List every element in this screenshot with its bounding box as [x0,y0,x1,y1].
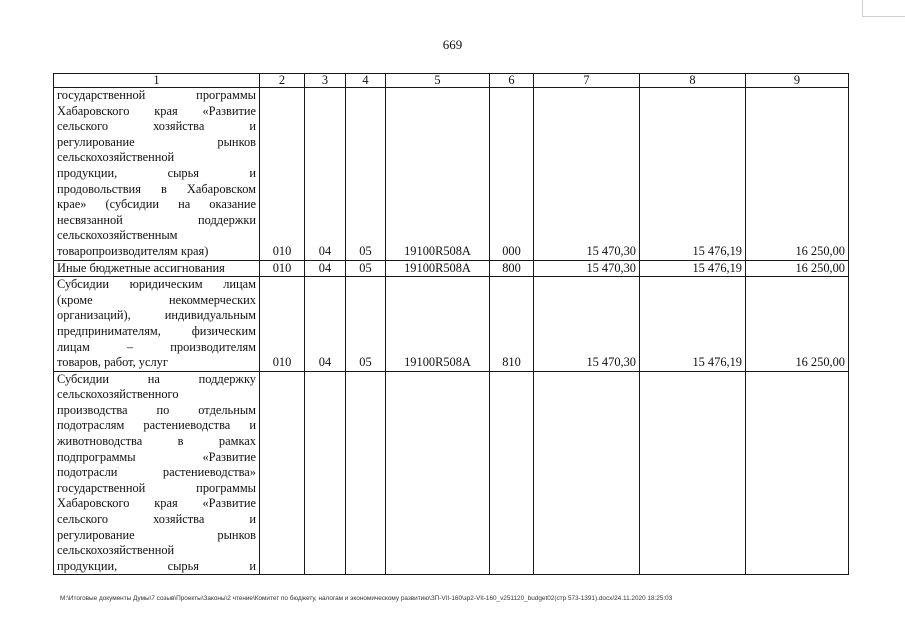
item-name-line: сельского хозяйства и [57,512,256,527]
item-name-line: (кроме некоммерческих [57,292,256,307]
sum-2023-cell: 16 250,00 [746,260,849,277]
item-name-line: регулирование рынков [57,527,256,542]
target-article-cell: 19100R508A [386,260,490,277]
subsection-cell: 05 [346,277,386,372]
owner-code-cell: 010 [260,277,305,372]
item-name-line: сельскохозяйственной [57,543,175,558]
item-name-line: подотраслям растениеводства и [57,418,256,433]
item-name-line: предпринимателям, физическим [57,323,256,338]
target-article-cell: 19100R508A [386,88,490,261]
item-name-line: продукции, сырья и [57,558,256,573]
item-name-line: государственной программы [57,88,256,102]
header-row [54,74,849,88]
item-name-cell [54,371,260,575]
expense-type-cell: 810 [490,277,534,372]
table-row [54,260,849,277]
header-cell: 4 [346,74,386,88]
table-row [54,88,849,261]
item-name-line: сельского хозяйства и [57,119,256,134]
sum-2023-cell: 16 250,00 [746,277,849,372]
sum-2021-cell: 15 470,30 [534,88,640,261]
section-cell: 04 [305,260,346,277]
section-cell: 04 [305,277,346,372]
item-name-line: сельскохозяйственного [57,387,179,402]
item-name-line: производства по отдельным [57,402,256,417]
item-name-line: Хабаровского края «Развитие [57,496,256,511]
target-article-cell [386,371,490,575]
item-name-line: Субсидии юридическим лицам [57,277,256,292]
item-name-line: продукции, сырья и [57,165,256,180]
page-number: 669 [442,37,463,52]
item-name-line: крае» (субсидии на оказание [57,197,256,212]
sum-2021-cell [534,371,640,575]
subsection-cell [346,371,386,575]
header-cell: 2 [260,74,305,88]
owner-code-cell: 010 [260,88,305,261]
table-row [54,371,849,575]
header-cell: 1 [54,74,260,88]
header-cell: 7 [534,74,640,88]
item-name-line: организаций), индивидуальным [57,308,256,323]
subsection-cell: 05 [346,260,386,277]
item-name-cell [54,88,260,261]
header-cell: 8 [640,74,746,88]
corner-mark [862,0,905,17]
header-cell: 6 [490,74,534,88]
file-path-footer: M:\Итоговые документы Думы\7 созыв\Проекты\Законы\2 чтение\Комитет по бюджету, налогам и экономическому развитию\ЗП-VII-160\зр2-VII-160_v251120_budget02(стр 573-1391).docx/24.11.2020 18:25:03 [60,595,673,602]
sum-2021-cell: 15 470,30 [534,260,640,277]
item-name-line: продовольствия в Хабаровском [57,181,256,196]
item-name-line: сельскохозяйственной [57,150,175,165]
target-article-cell: 19100R508A [386,277,490,372]
item-name-line: подпрограммы «Развитие [57,449,256,464]
budget-table [53,73,849,575]
item-name-line: государственной программы [57,480,256,495]
item-name-line: сельскохозяйственным [57,228,178,243]
item-name-line: Хабаровского края «Развитие [57,103,256,118]
header-cell: 9 [746,74,849,88]
owner-code-cell [260,371,305,575]
header-cell: 3 [305,74,346,88]
item-name-line: подотрасли растениеводства» [57,465,256,480]
item-name-line: животноводства в рамках [57,434,256,449]
expense-type-cell: 800 [490,260,534,277]
subsection-cell: 05 [346,88,386,261]
expense-type-cell [490,371,534,575]
owner-code-cell: 010 [260,260,305,277]
item-name-line: товаров, работ, услуг [57,355,168,370]
header-cell: 5 [386,74,490,88]
sum-2021-cell: 15 470,30 [534,277,640,372]
sum-2022-cell: 15 476,19 [640,88,746,261]
table-row [54,277,849,372]
item-name-line: несвязанной поддержки [57,212,256,227]
section-cell: 04 [305,88,346,261]
sum-2023-cell: 16 250,00 [746,88,849,261]
item-name-cell [54,260,260,277]
expense-type-cell: 000 [490,88,534,261]
section-cell [305,371,346,575]
sum-2022-cell: 15 476,19 [640,277,746,372]
item-name-line: Иные бюджетные ассигнования [57,260,225,275]
item-name-line: Субсидии на поддержку [57,371,256,386]
sum-2022-cell [640,371,746,575]
item-name-line: товаропроизводителям края) [57,243,209,258]
item-name-line: лицам – производителям [57,339,256,354]
sum-2023-cell [746,371,849,575]
sum-2022-cell: 15 476,19 [640,260,746,277]
item-name-cell [54,277,260,372]
item-name-line: регулирование рынков [57,134,256,149]
